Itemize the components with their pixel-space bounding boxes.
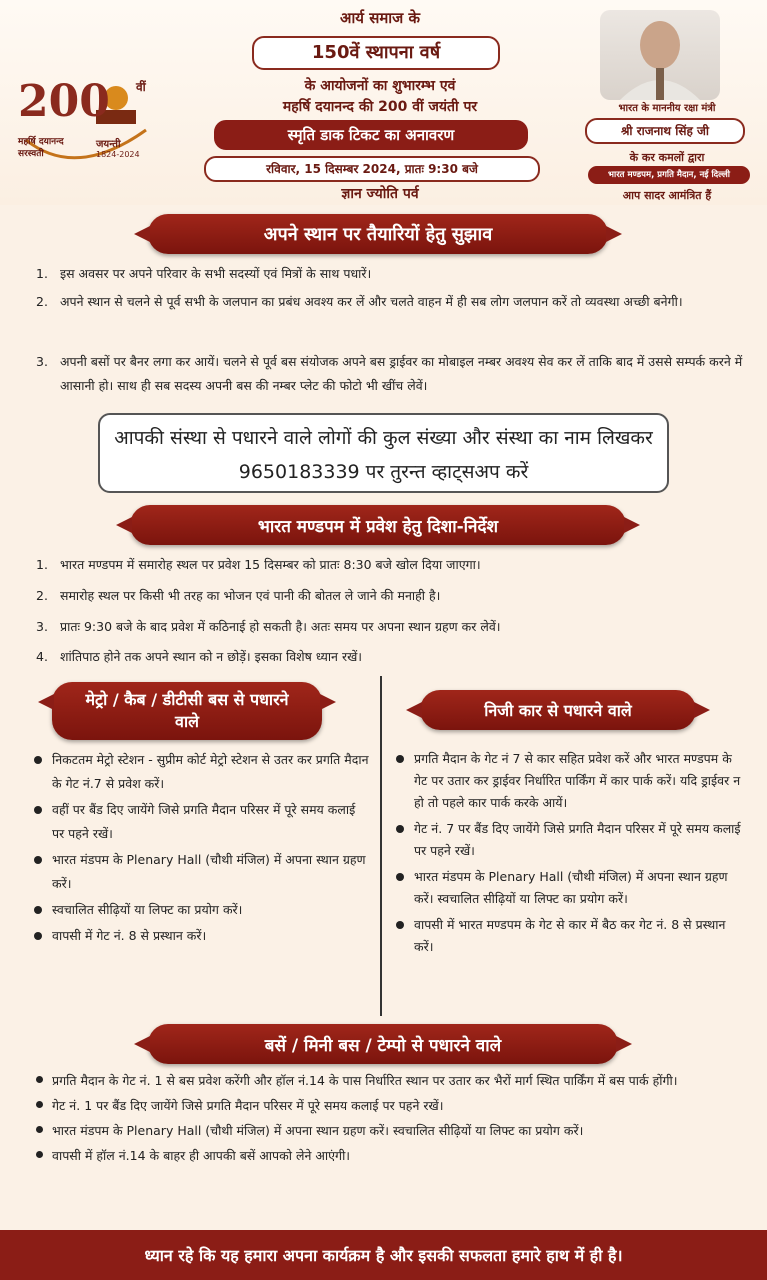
guest-invite: आप सादर आमंत्रित हैं	[622, 189, 712, 202]
item-number: 2.	[36, 588, 48, 603]
bullet-icon	[34, 856, 42, 864]
guest-venue: भारत मण्डपम, प्रगति मैदान, नई दिल्ली	[588, 166, 750, 184]
list-item	[30, 798, 370, 846]
list-item	[34, 1120, 746, 1141]
item-number: 4.	[36, 649, 48, 664]
bullet-icon	[34, 906, 42, 914]
list-item	[36, 262, 754, 286]
item-text: प्रातः 9:30 बजे के बाद प्रवेश में कठिनाई हो सकती है। अतः समय पर अपना स्थान ग्रहण कर लेवें।	[60, 619, 501, 634]
list-item	[34, 1145, 746, 1166]
footer-message: ध्यान रहे कि यह हमारा अपना कार्यक्रम है और इसकी सफलता हमारे हाथ में ही है।	[0, 1230, 767, 1280]
bullet-icon	[396, 755, 404, 763]
item-text: इस अवसर पर अपने परिवार के सभी सदस्यों एवं मित्रों के साथ पधारें।	[60, 266, 372, 281]
bullet-icon	[396, 825, 404, 833]
logo-number: 200	[18, 76, 110, 127]
bullet-icon	[36, 1076, 43, 1083]
item-text: वापसी में भारत मण्डपम के गेट से कार में बैठ कर गेट नं. 8 से प्रस्थान करें।	[414, 917, 726, 954]
bullet-icon	[34, 756, 42, 764]
metro-list	[30, 748, 370, 950]
item-number: 3.	[36, 619, 48, 634]
header-line7: ज्ञान ज्योति पर्व	[341, 186, 419, 202]
item-number: 1.	[36, 557, 48, 572]
bus-list	[34, 1070, 746, 1170]
item-number: 1.	[36, 266, 48, 281]
bullet-icon	[36, 1101, 43, 1108]
item-number: 3.	[36, 354, 48, 369]
list-item	[30, 748, 370, 796]
item-text: भारत मण्डपम में समारोह स्थल पर प्रवेश 15 दिसम्बर को प्रातः 8:30 बजे खोल दिया जाएगा।	[60, 557, 481, 572]
header-line3: के आयोजनों का शुभारम्भ एवं	[304, 78, 456, 94]
logo-left-text: महर्षि दयानन्द सरस्वती	[18, 137, 64, 159]
item-text: प्रगति मैदान के गेट नं 7 से कार सहित प्रवेश करें और भारत मण्डपम के गेट पर उतार कर ड्राईवर निर्धारित पार्किंग में कार पार्क करें। यदि ड्राईवर न हो तो पहले कार पार्क करके आयें।	[414, 751, 741, 810]
item-text: शांतिपाठ होने तक अपने स्थान को न छोड़ें। इसका विशेष ध्यान रखें।	[60, 649, 363, 664]
item-text: वहीं पर बैंड दिए जायेंगे जिसे प्रगति मैदान परिसर में पूरे समय कलाई पर पहने रखें।	[52, 802, 356, 841]
list-item	[36, 615, 754, 639]
item-text: गेट नं. 7 पर बैंड दिए जायेंगे जिसे प्रगति मैदान परिसर में पूरे समय कलाई पर पहने रखें।	[414, 821, 741, 858]
item-text: प्रगति मैदान के गेट नं. 1 से बस प्रवेश करेंगी और हॉल नं.14 के पास निर्धारित स्थान पर उतार कर भैरों मार्ग स्थित पार्किंग में बस पार्क होंगी।	[52, 1073, 678, 1088]
list-item	[36, 290, 754, 314]
bullet-icon	[36, 1151, 43, 1158]
guest-portrait	[600, 10, 720, 100]
item-text: अपने स्थान से चलने से पूर्व सभी के जलपान का प्रबंध अवश्य कर लें और चलते वाहन में ही सब लोग जलपान करें तो व्यवस्था अच्छी बनेगी।	[60, 294, 683, 309]
item-number: 2.	[36, 294, 48, 309]
item-text: भारत मंडपम के Plenary Hall (चौथी मंजिल) में अपना स्थान ग्रहण करें। स्वचालित सीढ़ियों या लिफ्ट का प्रयोग करें।	[414, 869, 728, 906]
list-item	[36, 350, 754, 398]
list-item	[36, 553, 754, 577]
item-text: भारत मंडपम के Plenary Hall (चौथी मंजिल) में अपना स्थान ग्रहण करें।	[52, 852, 366, 891]
anniversary-logo	[16, 70, 176, 180]
list-item	[392, 818, 742, 862]
car-list	[392, 748, 742, 962]
bus-section-title: बसें / मिनी बस / टेम्पो से पधारने वाले	[148, 1024, 618, 1064]
list-item	[34, 1070, 746, 1091]
list-item	[392, 914, 742, 958]
entry-section-title: भारत मण्डपम में प्रवेश हेतु दिशा-निर्देश	[130, 505, 626, 545]
metro-section-title: मेट्रो / कैब / डीटीसी बस से पधारने वाले	[52, 682, 322, 740]
header-line2: 150वें स्थापना वर्ष	[252, 36, 500, 70]
item-text: अपनी बसों पर बैनर लगा कर आयें। चलने से पूर्व बस संयोजक अपने बस ड्राईवर का मोबाइल नम्बर अवश्य सेव कर लें ताकि बाद में उससे सम्पर्क करने में आसानी हो। साथ ही सब सदस्य अपनी बस की नम्बर प्लेट की फोटो भी खींच लेवें।	[60, 354, 743, 393]
list-item	[392, 866, 742, 910]
bullet-icon	[396, 873, 404, 881]
list-item	[392, 748, 742, 814]
guest-title: भारत के माननीय रक्षा मंत्री	[618, 103, 716, 114]
list-item	[36, 584, 754, 608]
header-line4: महर्षि दयानन्द की 200 वीं जयंती पर	[282, 99, 478, 115]
bullet-icon	[36, 1126, 43, 1133]
column-divider	[380, 676, 382, 1016]
list-item	[30, 848, 370, 896]
list-item	[30, 924, 370, 948]
list-item	[36, 645, 754, 669]
header-line6: रविवार, 15 दिसम्बर 2024, प्रातः 9:30 बजे	[204, 156, 540, 182]
bullet-icon	[34, 806, 42, 814]
header-line1: आर्य समाज के	[339, 9, 421, 27]
logo-years: 1824-2024	[96, 150, 140, 159]
bullet-icon	[34, 932, 42, 940]
guest-by: के कर कमलों द्वारा	[629, 151, 705, 164]
list-item	[34, 1095, 746, 1116]
list-item	[30, 898, 370, 922]
bullet-icon	[396, 921, 404, 929]
logo-sup: वीं	[136, 80, 146, 94]
item-text: वापसी में हॉल नं.14 के बाहर ही आपकी बसें आपको लेने आएंगी।	[52, 1148, 351, 1163]
item-text: भारत मंडपम के Plenary Hall (चौथी मंजिल) में अपना स्थान ग्रहण करें। स्वचालित सीढ़ियों या लिफ्ट का प्रयोग करें।	[52, 1123, 584, 1138]
prep-section-title: अपने स्थान पर तैयारियों हेतु सुझाव	[148, 214, 608, 254]
item-text: समारोह स्थल पर किसी भी तरह का भोजन एवं पानी की बोतल ले जाने की मनाही है।	[60, 588, 441, 603]
logo-right-text: जयन्ती	[96, 139, 121, 150]
item-text: वापसी में गेट नं. 8 से प्रस्थान करें।	[52, 928, 207, 943]
car-section-title: निजी कार से पधारने वाले	[420, 690, 696, 730]
guest-name: श्री राजनाथ सिंह जी	[585, 118, 745, 144]
item-text: निकटतम मेट्रो स्टेशन - सुप्रीम कोर्ट मेट्रो स्टेशन से उतर कर प्रगति मैदान के गेट नं.7 से प्रवेश करें।	[52, 752, 369, 791]
item-text: गेट नं. 1 पर बैंड दिए जायेंगे जिसे प्रगति मैदान परिसर में पूरे समय कलाई पर पहने रखें।	[52, 1098, 444, 1113]
whatsapp-note: आपकी संस्था से पधारने वाले लोगों की कुल संख्या और संस्था का नाम लिखकर 9650183339 पर तुरन्त व्हाट्सअप करें	[98, 413, 669, 493]
item-text: स्वचालित सीढ़ियों या लिफ्ट का प्रयोग करें।	[52, 902, 243, 917]
header-line5: स्मृति डाक टिकट का अनावरण	[214, 120, 528, 150]
